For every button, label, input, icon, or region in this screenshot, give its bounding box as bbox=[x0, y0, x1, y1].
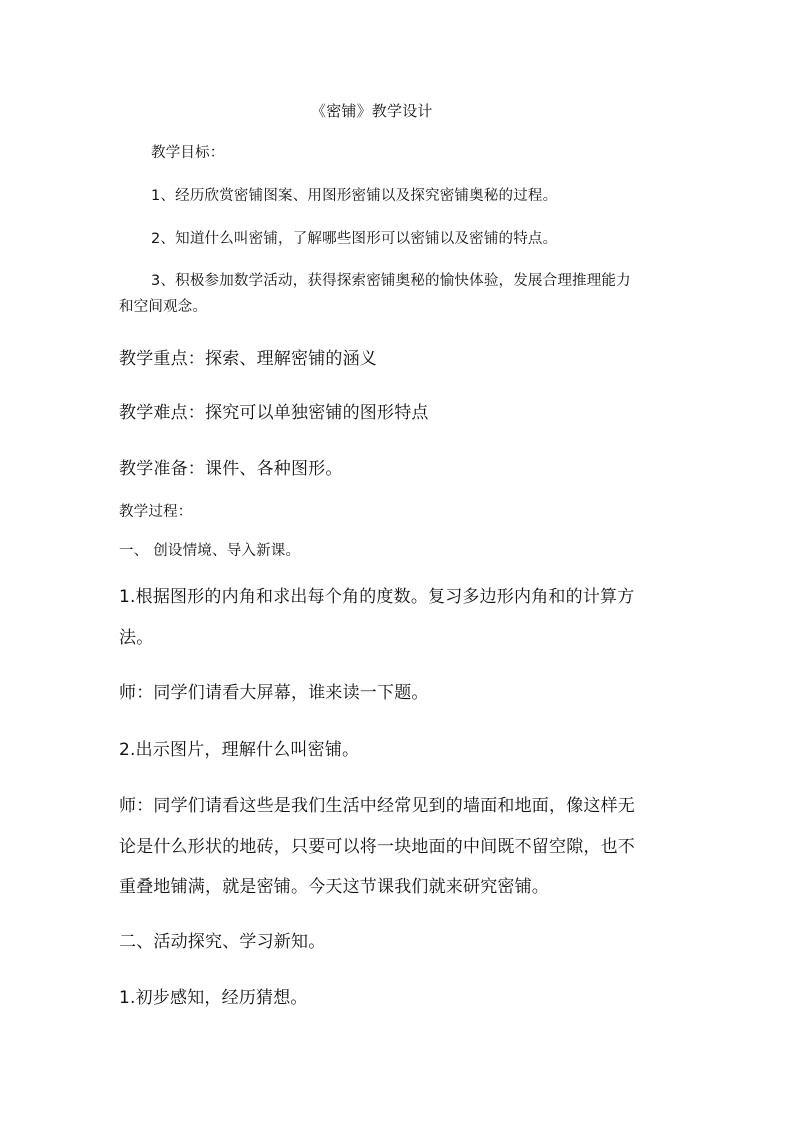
objective-2: 2、知道什么叫密铺，了解哪些图形可以密铺以及密铺的特点。 bbox=[151, 231, 558, 247]
step-1-line-1: 1.根据图形的内角和求出每个角的度数。复习多边形内角和的计算方 bbox=[119, 587, 635, 607]
objectives-heading: 教学目标： bbox=[151, 145, 225, 161]
section-1-heading: 一、 创设情境、导入新课。 bbox=[119, 543, 301, 559]
teacher-line-2-part-3: 重叠地铺满，就是密铺。今天这节课我们就来研究密铺。 bbox=[119, 877, 549, 897]
document-title: 《密铺》教学设计 bbox=[311, 102, 433, 120]
process-heading: 教学过程： bbox=[119, 504, 193, 520]
section-2-heading: 二、活动探究、学习新知。 bbox=[119, 932, 326, 952]
teacher-line-2-part-1: 师：同学们请看这些是我们生活中经常见到的墙面和地面，像这样无 bbox=[119, 796, 635, 816]
step-2: 2.出示图片，理解什么叫密铺。 bbox=[119, 740, 360, 760]
teacher-line-2-part-2: 论是什么形状的地砖，只要可以将一块地面的中间既不留空隙，也不 bbox=[119, 837, 635, 857]
difficult-point: 教学难点：探究可以单独密铺的图形特点 bbox=[119, 403, 429, 423]
step-3: 1.初步感知，经历猜想。 bbox=[119, 988, 308, 1008]
preparation: 教学准备：课件、各种图形。 bbox=[119, 459, 343, 479]
teacher-line-1: 师：同学们请看大屏幕，谁来读一下题。 bbox=[119, 683, 429, 703]
objective-3-line-1: 3、积极参加数学活动，获得探索密铺奥秘的愉快体验，发展合理推理能力 bbox=[151, 273, 631, 289]
step-1-line-2: 法。 bbox=[119, 628, 154, 648]
key-point: 教学重点：探索、理解密铺的涵义 bbox=[119, 349, 377, 369]
objective-1: 1、经历欣赏密铺图案、用图形密铺以及探究密铺奥秘的过程。 bbox=[151, 188, 558, 204]
objective-3-line-2: 和空间观念。 bbox=[119, 299, 208, 315]
